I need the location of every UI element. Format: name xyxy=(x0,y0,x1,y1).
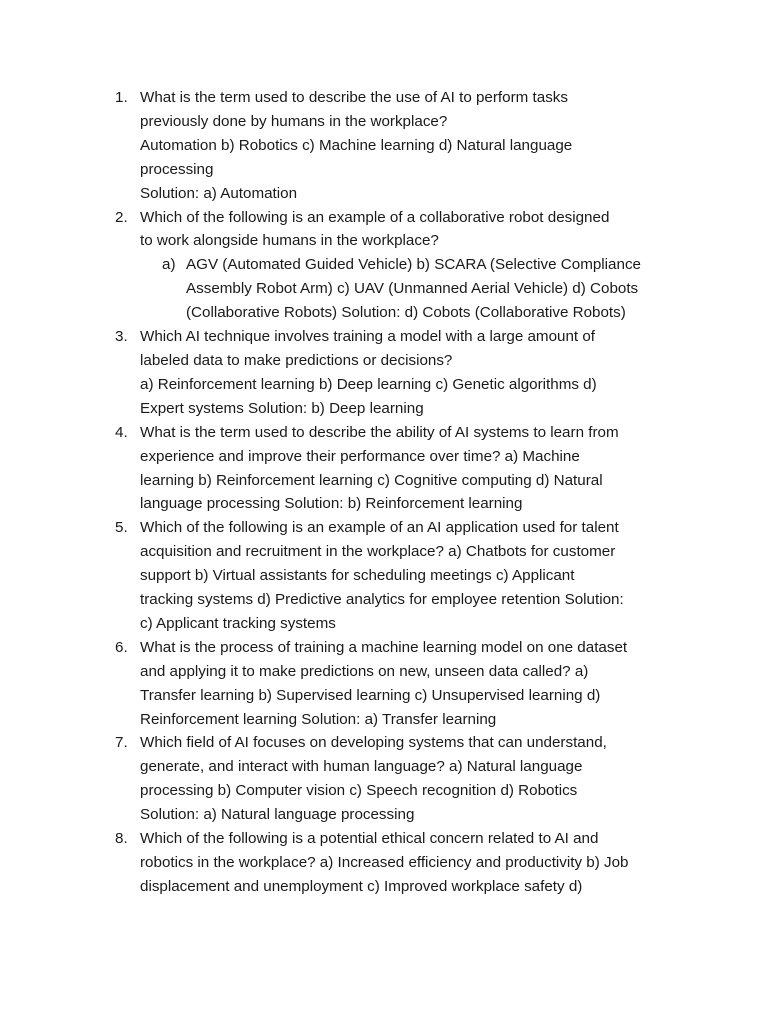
question-number: 6. xyxy=(115,638,128,656)
question-line: Transfer learning b) Supervised learning c) Unsupervised learning d) xyxy=(140,686,601,704)
question-number: 2. xyxy=(115,208,128,226)
question-line: Which of the following is a potential ethical concern related to AI and xyxy=(140,830,599,848)
question-line: and applying it to make predictions on new, unseen data called? a) xyxy=(140,662,589,680)
question-line: What is the process of training a machine learning model on one dataset xyxy=(140,638,628,656)
question-line: language processing Solution: b) Reinforcement learning xyxy=(140,495,523,513)
question-line: Expert systems Solution: b) Deep learning xyxy=(140,399,424,417)
option-line: AGV (Automated Guided Vehicle) b) SCARA (Selective Compliance xyxy=(186,256,641,274)
question-number: 3. xyxy=(115,328,128,346)
question-line: What is the term used to describe the use of AI to perform tasks xyxy=(140,89,568,106)
question-line: previously done by humans in the workplace? xyxy=(140,112,448,130)
question-item xyxy=(115,516,675,636)
option-label: a) xyxy=(162,256,176,274)
question-list xyxy=(115,86,675,899)
question-line: generate, and interact with human language? a) Natural language xyxy=(140,758,583,776)
question-number: 8. xyxy=(115,830,128,848)
question-item xyxy=(115,636,675,732)
question-item xyxy=(115,731,675,827)
question-line: Automation b) Robotics c) Machine learning d) Natural language xyxy=(140,136,573,154)
question-line: a) Reinforcement learning b) Deep learning c) Genetic algorithms d) xyxy=(140,375,597,393)
question-line: Which field of AI focuses on developing systems that can understand, xyxy=(140,734,607,752)
option-line: (Collaborative Robots) Solution: d) Cobots (Collaborative Robots) xyxy=(186,304,626,322)
question-line: Solution: a) Automation xyxy=(140,184,298,202)
question-number: 7. xyxy=(115,734,128,752)
question-item xyxy=(115,86,675,206)
question-line: processing xyxy=(140,160,214,178)
answer-options xyxy=(140,253,675,325)
question-number: 4. xyxy=(115,423,128,441)
question-line: c) Applicant tracking systems xyxy=(140,614,336,632)
question-line: Solution: a) Natural language processing xyxy=(140,806,415,824)
question-line: labeled data to make predictions or decisions? xyxy=(140,351,453,369)
question-number: 1. xyxy=(115,89,128,106)
question-line: Which of the following is an example of an AI application used for talent xyxy=(140,519,619,537)
question-item xyxy=(115,421,675,517)
question-line: What is the term used to describe the ability of AI systems to learn from xyxy=(140,423,619,441)
question-line: Which AI technique involves training a model with a large amount of xyxy=(140,328,596,346)
question-line: robotics in the workplace? a) Increased efficiency and productivity b) Job xyxy=(140,854,629,871)
question-line: acquisition and recruitment in the workplace? a) Chatbots for customer xyxy=(140,543,616,561)
question-number: 5. xyxy=(115,519,128,537)
question-item xyxy=(115,827,675,899)
question-line: processing b) Computer vision c) Speech recognition d) Robotics xyxy=(140,782,578,800)
question-line: to work alongside humans in the workplace? xyxy=(140,232,439,250)
question-line: Reinforcement learning Solution: a) Transfer learning xyxy=(140,710,497,728)
question-line: learning b) Reinforcement learning c) Cognitive computing d) Natural xyxy=(140,471,603,489)
question-item xyxy=(115,206,675,326)
question-line: experience and improve their performance over time? a) Machine xyxy=(140,447,580,465)
question-line: displacement and unemployment c) Improved workplace safety d) xyxy=(140,877,583,895)
question-line: Which of the following is an example of a collaborative robot designed xyxy=(140,208,610,226)
question-item xyxy=(115,325,675,421)
question-line: tracking systems d) Predictive analytics for employee retention Solution: xyxy=(140,591,624,609)
option-line: Assembly Robot Arm) c) UAV (Unmanned Aerial Vehicle) d) Cobots xyxy=(186,280,639,298)
question-line: support b) Virtual assistants for scheduling meetings c) Applicant xyxy=(140,567,575,585)
